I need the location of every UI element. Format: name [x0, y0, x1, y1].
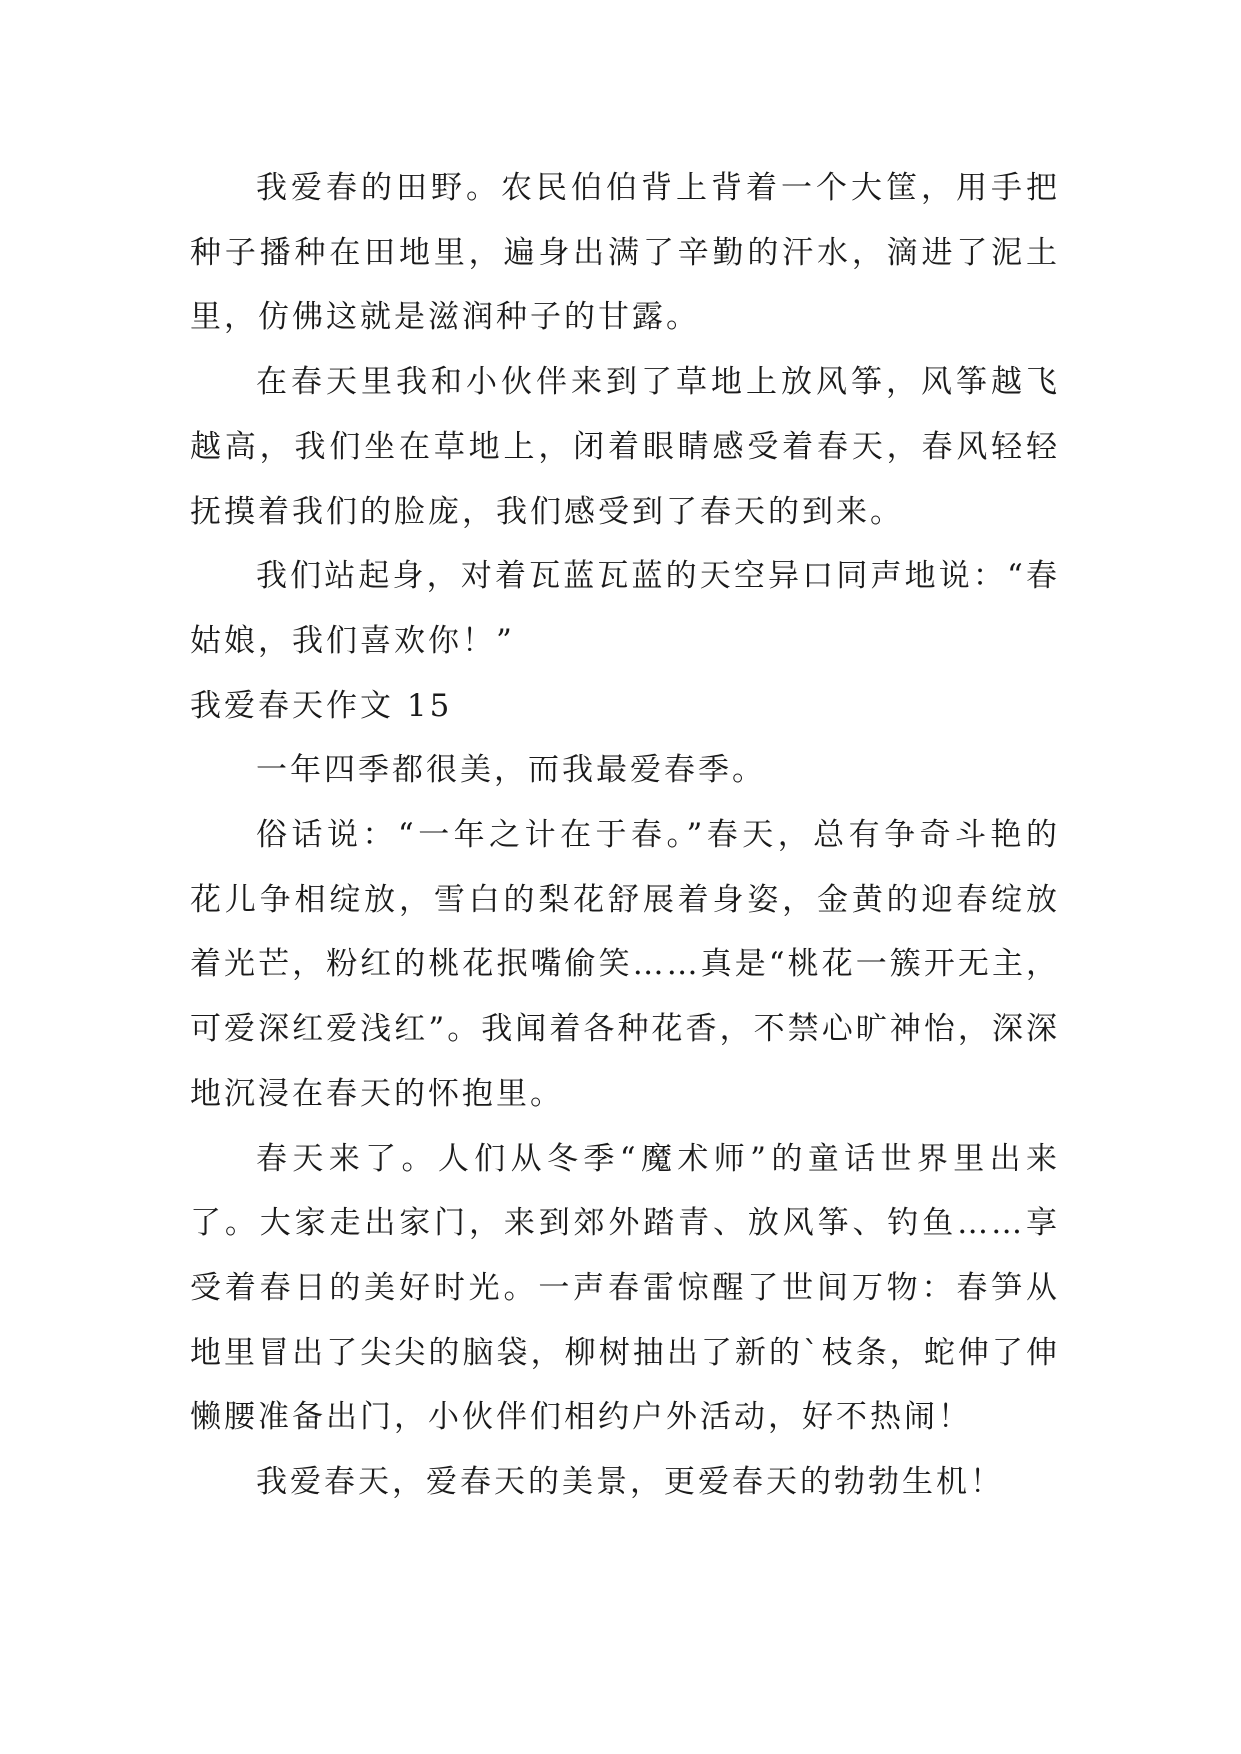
paragraph: 春天来了。人们从冬季“魔术师”的童话世界里出来了。大家走出家门，来到郊外踏青、放风筝、钓鱼……享受着春日的美好时光。一声春雷惊醒了世间万物：春笋从地里冒出了尖尖的脑袋，柳树抽出了新的`枝条，蛇伸了伸懒腰准备出门，小伙伴们相约户外活动，好不热闹！ [190, 1140, 1060, 1436]
paragraph: 俗话说：“一年之计在于春。”春天，总有争奇斗艳的花儿争相绽放，雪白的梨花舒展着身姿，金黄的迎春绽放着光芒，粉红的桃花抿嘴偷笑……真是“桃花一簇开无主，可爱深红爱浅红”。我闻着各种花香，不禁心旷神怡，深深地沉浸在春天的怀抱里。 [190, 817, 1060, 1112]
paragraph: 一年四季都很美，而我最爱春季。 [256, 752, 766, 789]
paragraph: 我爱春天，爱春天的美景，更爱春天的勃勃生机！ [256, 1464, 1004, 1501]
paragraph: 在春天里我和小伙伴来到了草地上放风筝，风筝越飞越高，我们坐在草地上，闭着眼睛感受着春天，春风轻轻抚摸着我们的脸庞，我们感受到了春天的到来。 [190, 364, 1060, 530]
paragraph: 我们站起身，对着瓦蓝瓦蓝的天空异口同声地说：“春姑娘，我们喜欢你！” [190, 558, 1060, 659]
paragraph: 我爱春的田野。农民伯伯背上背着一个大筐，用手把种子播种在田地里，遍身出满了辛勤的汗水，滴进了泥土里，仿佛这就是滋润种子的甘露。 [190, 170, 1060, 336]
essay-heading: 我爱春天作文 15 [190, 687, 453, 724]
document-body [190, 156, 1060, 1515]
